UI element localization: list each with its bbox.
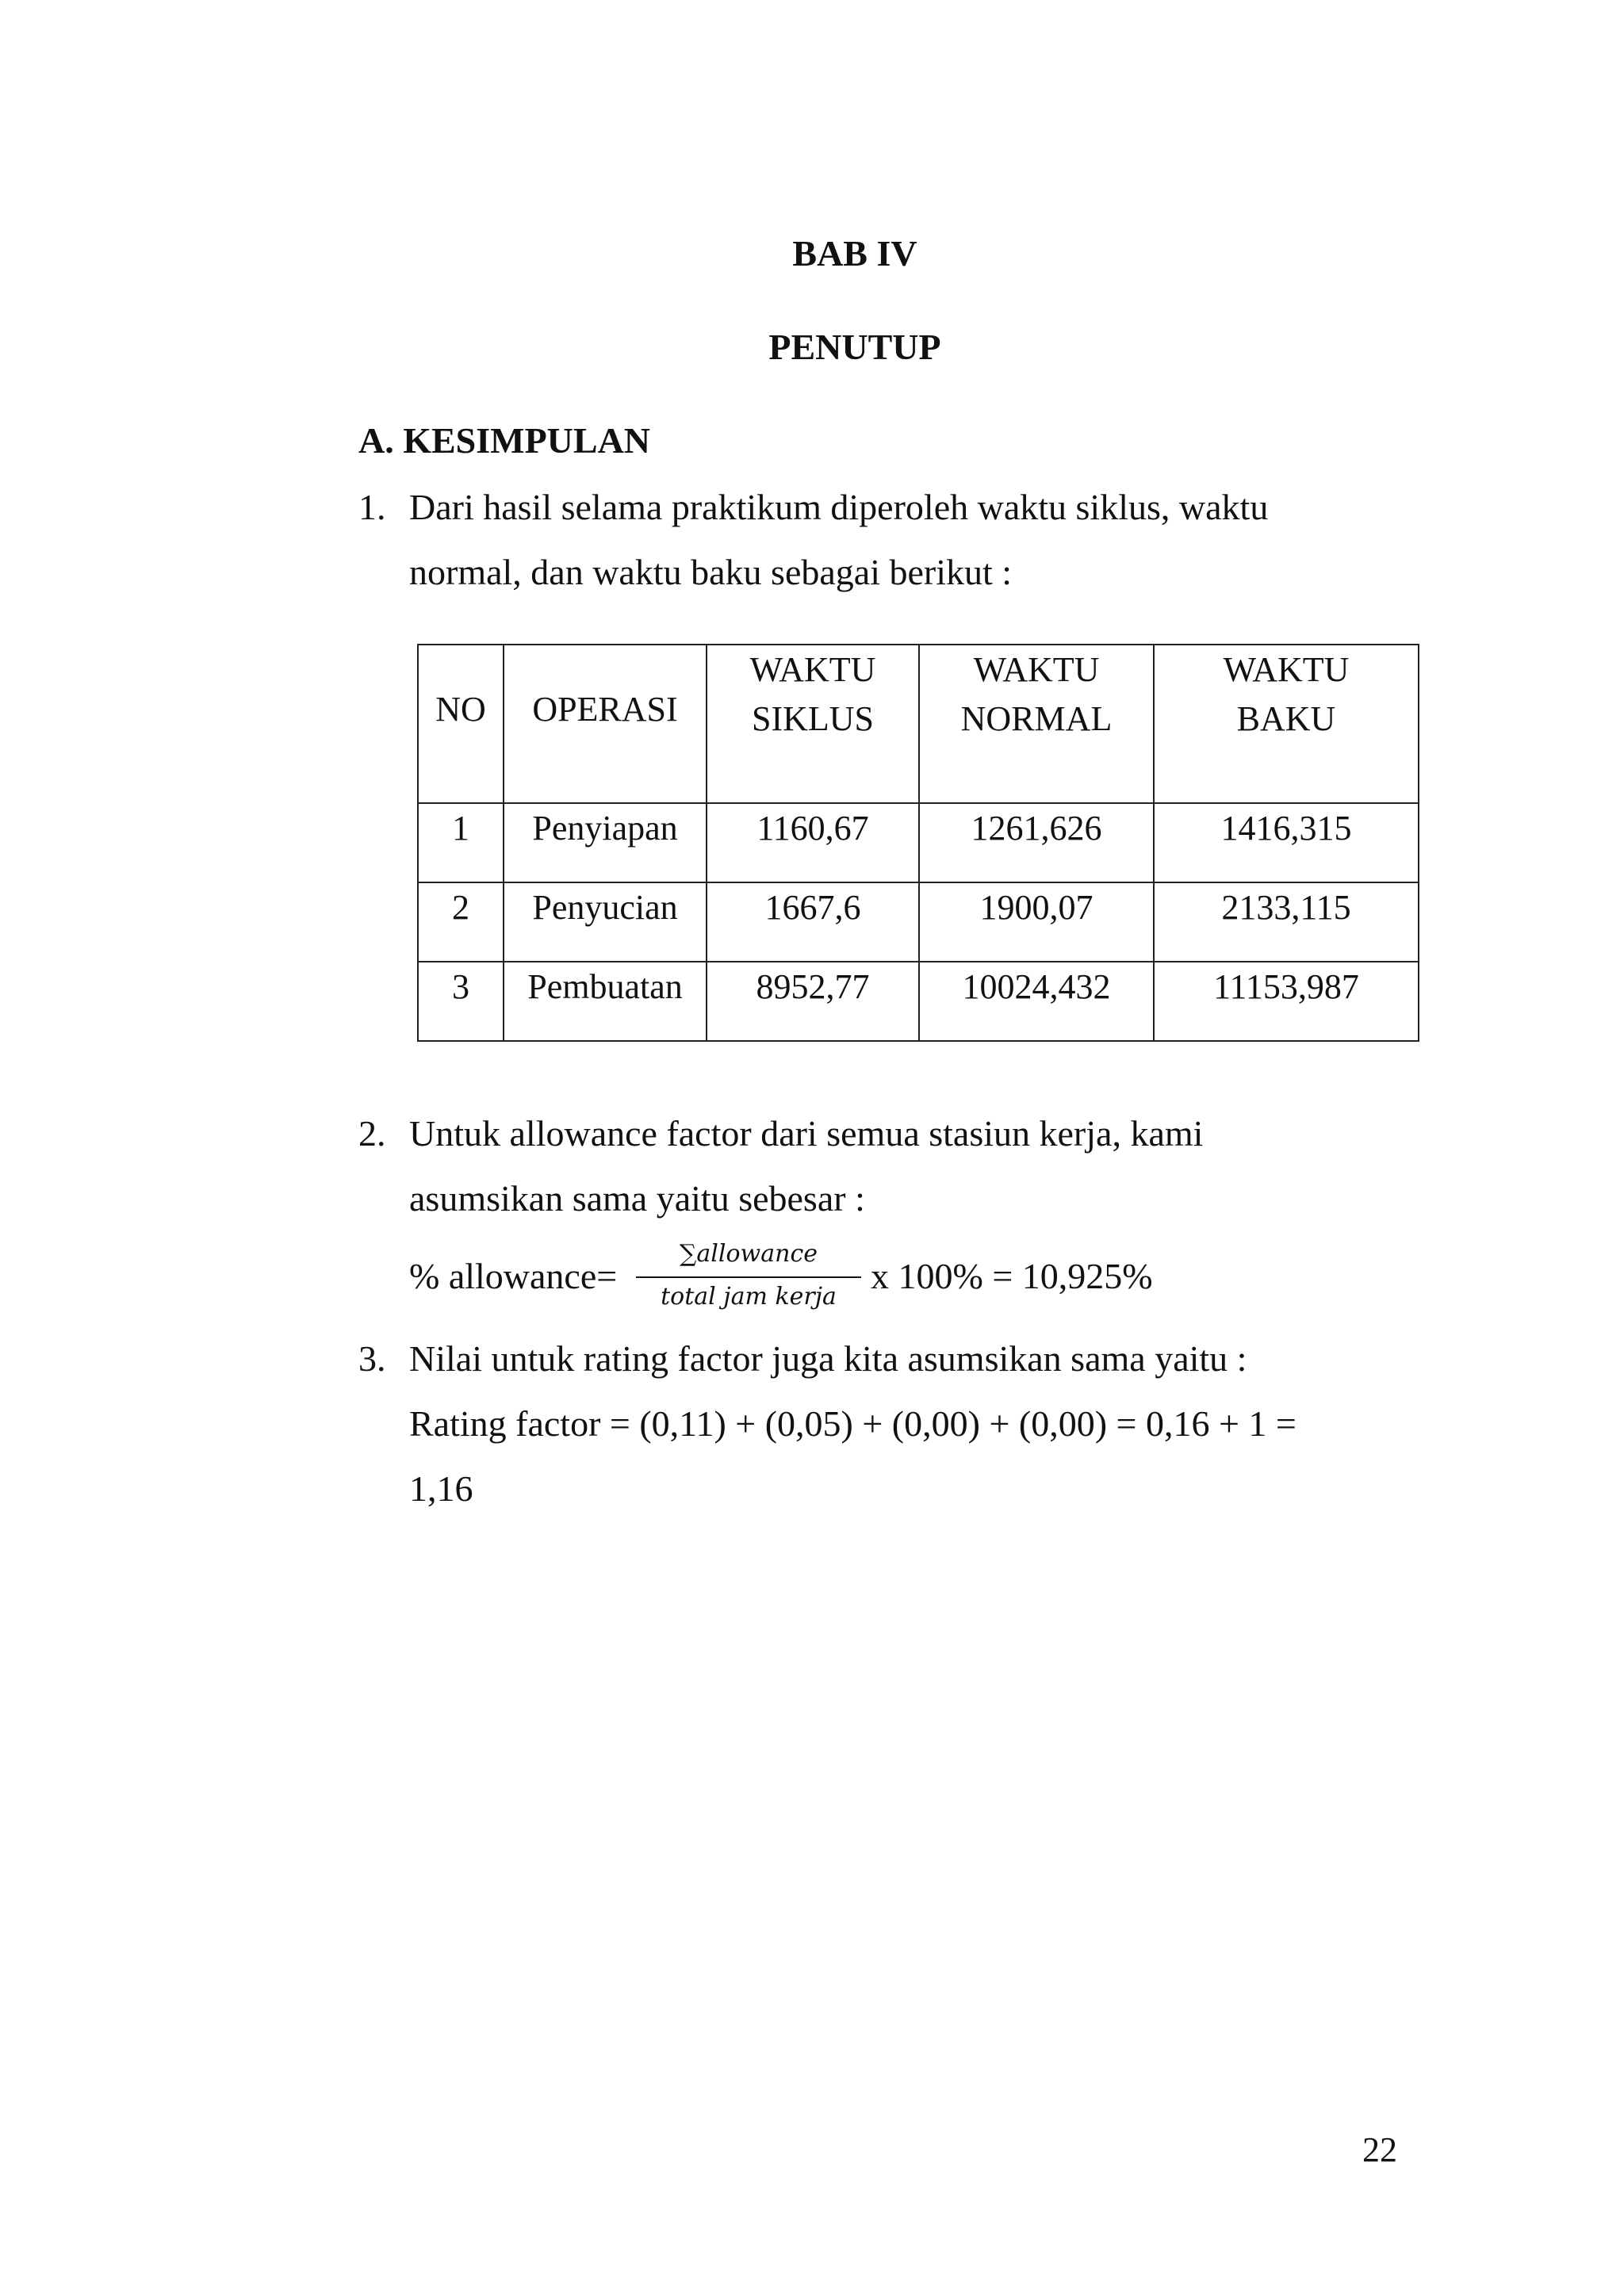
cell-waktu-normal: 10024,432 (919, 962, 1154, 1041)
cell-waktu-normal: 1261,626 (919, 803, 1154, 882)
timing-table (417, 644, 1419, 1042)
page-number: 22 (1362, 2130, 1397, 2169)
item-2-line-1: Untuk allowance factor dari semua stasiun kerja, kami (409, 1113, 1204, 1154)
cell-waktu-siklus: 1667,6 (707, 882, 919, 962)
cell-waktu-normal: 1900,07 (919, 882, 1154, 962)
list-number-3: 3. (358, 1338, 386, 1379)
cell-operasi: Penyucian (504, 882, 707, 962)
formula-result: x 100% = 10,925% (871, 1256, 1153, 1296)
item-3-line-1: Nilai untuk rating factor juga kita asumsikan sama yaitu : (409, 1338, 1247, 1379)
list-number-2: 2. (358, 1113, 386, 1154)
cell-waktu-baku: 2133,115 (1154, 882, 1419, 962)
header-no: NO (418, 645, 504, 803)
cell-operasi: Penyiapan (504, 803, 707, 882)
item-3-line-2: Rating factor = (0,11) + (0,05) + (0,00) + (0,00) = 0,16 + 1 = (409, 1403, 1297, 1444)
cell-no: 1 (418, 803, 504, 882)
header-operasi: OPERASI (504, 645, 707, 803)
formula-fraction (636, 1238, 861, 1313)
fraction-bar (636, 1276, 861, 1278)
section-heading: A. KESIMPULAN (358, 420, 651, 461)
formula-numerator: ∑allowance (680, 1240, 818, 1268)
header-waktu-baku: WAKTU BAKU (1154, 645, 1419, 803)
formula-label: % allowance= (409, 1256, 618, 1296)
list-number-1: 1. (358, 487, 386, 527)
chapter-title: PENUTUP (768, 327, 941, 367)
cell-waktu-baku: 11153,987 (1154, 962, 1419, 1041)
cell-operasi: Pembuatan (504, 962, 707, 1041)
table-row (418, 882, 1419, 962)
table-row (418, 962, 1419, 1041)
cell-no: 2 (418, 882, 504, 962)
table-row (418, 803, 1419, 882)
cell-waktu-siklus: 1160,67 (707, 803, 919, 882)
chapter-label: BAB IV (792, 233, 917, 274)
cell-waktu-siklus: 8952,77 (707, 962, 919, 1041)
item-3-line-3: 1,16 (409, 1468, 473, 1509)
item-2-line-2: asumsikan sama yaitu sebesar : (409, 1178, 865, 1219)
header-waktu-normal: WAKTU NORMAL (919, 645, 1154, 803)
formula-denominator: total jam kerja (661, 1283, 837, 1311)
cell-waktu-baku: 1416,315 (1154, 803, 1419, 882)
cell-no: 3 (418, 962, 504, 1041)
table-header-row (418, 645, 1419, 803)
item-1-line-1: Dari hasil selama praktikum diperoleh waktu siklus, waktu (409, 487, 1269, 527)
item-1-line-2: normal, dan waktu baku sebagai berikut : (409, 552, 1013, 592)
header-waktu-siklus: WAKTU SIKLUS (707, 645, 919, 803)
